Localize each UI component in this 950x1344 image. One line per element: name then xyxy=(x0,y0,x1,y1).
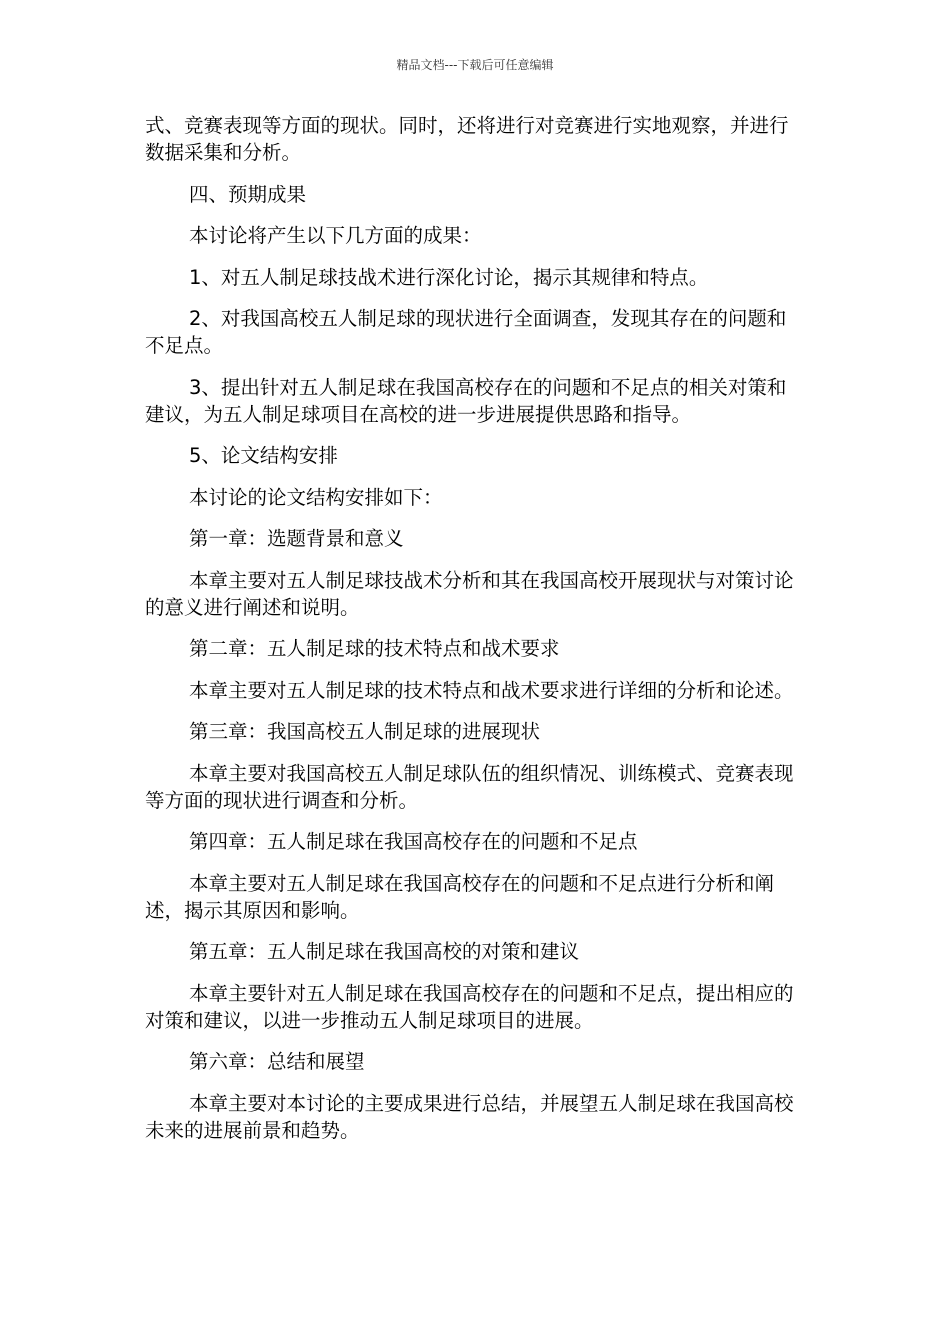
paragraph: 本章主要对我国高校五人制足球队伍的组织情况、训练模式、竞赛表现等方面的现状进行调查和分析。 xyxy=(145,761,794,812)
paragraph: 式、竞赛表现等方面的现状。同时，还将进行对竞赛进行实地观察，并进行数据采集和分析。 xyxy=(145,114,789,164)
paragraph: 本章主要对五人制足球在我国高校存在的问题和不足点进行分析和阐述，揭示其原因和影响。 xyxy=(145,871,775,922)
chapter-heading: 第四章：五人制足球在我国高校存在的问题和不足点 xyxy=(189,830,638,853)
document-body xyxy=(145,112,805,1158)
section-heading: 5、论文结构安排 xyxy=(189,444,338,467)
section-heading: 四、预期成果 xyxy=(189,182,307,206)
list-item: 2、对我国高校五人制足球的现状进行全面调查，发现其存在的问题和不足点。 xyxy=(145,307,787,357)
chapter-heading: 第三章：我国高校五人制足球的进展现状 xyxy=(189,720,541,743)
chapter-heading: 第二章：五人制足球的技术特点和战术要求 xyxy=(189,637,560,660)
paragraph: 本讨论将产生以下几方面的成果： xyxy=(189,224,482,247)
paragraph: 本章主要对五人制足球技战术分析和其在我国高校开展现状与对策讨论的意义进行阐述和说明。 xyxy=(145,568,794,619)
page-header: 精品文档---下载后可任意编辑 xyxy=(396,58,554,72)
paragraph: 本章主要对本讨论的主要成果进行总结，并展望五人制足球在我国高校未来的进展前景和趋势。 xyxy=(145,1091,794,1142)
list-item: 3、提出针对五人制足球在我国高校存在的问题和不足点的相关对策和建议，为五人制足球项目在高校的进一步进展提供思路和指导。 xyxy=(145,375,787,426)
paragraph: 本章主要针对五人制足球在我国高校存在的问题和不足点，提出相应的对策和建议，以进一步推动五人制足球项目的进展。 xyxy=(145,981,794,1032)
chapter-heading: 第六章：总结和展望 xyxy=(189,1050,365,1073)
chapter-heading: 第一章：选题背景和意义 xyxy=(189,527,404,550)
list-item: 1、对五人制足球技战术进行深化讨论，揭示其规律和特点。 xyxy=(189,265,709,289)
paragraph: 本讨论的论文结构安排如下： xyxy=(189,485,443,509)
paragraph: 本章主要对五人制足球的技术特点和战术要求进行详细的分析和论述。 xyxy=(189,678,794,702)
chapter-heading: 第五章：五人制足球在我国高校的对策和建议 xyxy=(189,940,580,963)
